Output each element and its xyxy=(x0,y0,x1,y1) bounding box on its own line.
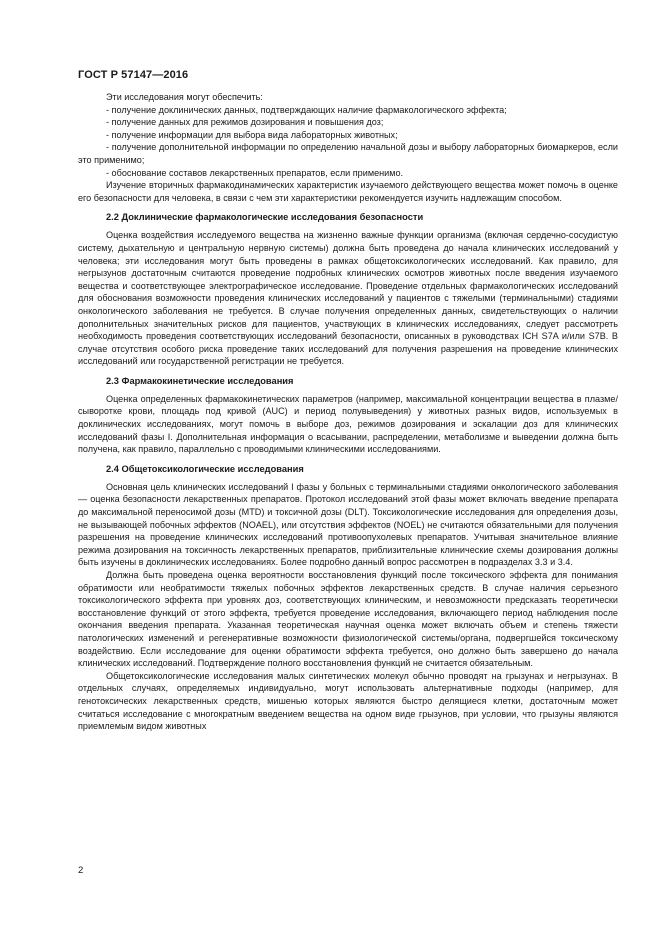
document-body xyxy=(78,91,618,733)
document-header: ГОСТ Р 57147—2016 xyxy=(78,69,189,81)
section-heading-2-3: 2.3 Фармакокинетические исследования xyxy=(106,375,294,386)
paragraph: Оценка воздействия исследуемого вещества на жизненно важные функции организма (включая сердечно-сосудистую систему, дыхательную и центральную нервную системы) должна быть проведена до начала клинических исследований у человека; эти исследования могут быть проведены в рамках общетоксикологических исследований. Как правило, для негрызунов достаточным считаются проведение подробных клинических осмотров животных после введения изучаемого вещества и соответствующее электрографическое исследование. Проведение отдельных фармакологических исследований для обоснования возможности проведения клинических исследований у пациентов с тяжелыми (терминальными) стадиями онкологического заболевания не требуется. В случае получения определенных данных, свидетельствующих о наличии дополнительных значительных рисков для пациентов, участвующих в клинических исследованиях, следует рассмотреть необходимость проведения соответствующих исследований безопасности, описанных в руководствах ICH S7A и/или S7B. В случае отсутствия особого риска проведение таких исследований для получения разрешения на проведение клинических исследований или государственной регистрации не требуется. xyxy=(78,230,618,367)
paragraph: Общетоксикологические исследования малых синтетических молекул обычно проводят на грызунах и негрызунах. В отдельных случаях, определяемых индивидуально, могут использовать альтернативные подходы (например, для генотоксических лекарственных средств, мишенью которых являются быстро делящиеся клетки, достаточным может считаться исследование с многократным введением вещества на одном виде грызунов, при условии, что грызуны являются приемлемым видом животных xyxy=(78,670,618,732)
intro-item: - получение данных для режимов дозирования и повышения доз; xyxy=(106,117,384,128)
section-heading-2-2: 2.2 Доклинические фармакологические исследования безопасности xyxy=(106,212,424,223)
intro-item: - получение информации для выбора вида лабораторных животных; xyxy=(106,129,398,140)
intro-item: - обоснование составов лекарственных препаратов, если применимо. xyxy=(106,167,404,178)
paragraph: Основная цель клинических исследований I фазы у больных с терминальными стадиями онкологического заболевания — оценка безопасности лекарственных препаратов. Протокол исследований этой фазы может включать введение препарата до максимальной переносимой дозы (MTD) и токсичной дозы (DLT). Токсикологические исследования для определения дозы, не вызывающей побочных эффектов (NOAEL), или отсутствия эффектов (NOEL) не считаются обязательными для получения разрешения на проведение клинических исследований противоопухолевых препаратов. Учитывая значительное влияние режима дозирования на токсичность лекарственных препаратов, приблизительные клинические схемы дозирования должны быть изучены в доклинических исследованиях. Более подробно данный вопрос рассмотрен в подразделах 3.3 и 3.4. xyxy=(78,481,618,568)
intro-item: - получение доклинических данных, подтверждающих наличие фармакологического эффекта; xyxy=(106,104,507,115)
intro-item: - получение дополнительной информации по определению начальной дозы и выбору лабораторных биомаркеров, если это применимо; xyxy=(78,142,618,165)
paragraph: Оценка определенных фармакокинетических параметров (например, максимальной концентрации вещества в плазме/сыворотке крови, площадь под кривой (AUC) и период полувыведения) у животных разных видов, используемых в доклинических исследованиях, могут помочь в выборе доз, режимов дозирования и эскалации доз для клинических исследований фазы I. Дополнительная информация о всасывании, распределении, метаболизме и выведении должна быть получена, как правило, параллельно с проводимыми клиническими исследованиями. xyxy=(78,393,618,455)
intro-lead: Эти исследования могут обеспечить: xyxy=(106,92,263,102)
page-number: 2 xyxy=(78,865,84,876)
paragraph: Должна быть проведена оценка вероятности восстановления функций после токсического эффекта для понимания обратимости или необратимости тяжелых побочных эффектов лекарственных средств. В случае наличия серьезного токсикологического эффекта при уровнях доз, соответствующих клиническим, и невозможности предсказать теоретически восстановление функций от этого эффекта, требуется проведение исследования, включающего период наблюдения после окончания введения препарата. Указанная теоретическая научная оценка может включать объем и степень тяжести патологических изменений и регенеративные возможности физиологической системы/органа, подвергшейся токсическому воздействию. Если исследование для оценки обратимости эффекта требуется, оно должно быть завершено до начала клинических исследований. Подтверждение полного восстановления функций не считается обязательным. xyxy=(78,570,618,669)
section-heading-2-4: 2.4 Общетоксикологические исследования xyxy=(106,463,304,474)
intro-closing: Изучение вторичных фармакодинамических характеристик изучаемого действующего вещества может помочь в оценке его безопасности для человека, в связи с чем эти характеристики рекомендуется изучить надлежащим способом. xyxy=(78,180,618,203)
